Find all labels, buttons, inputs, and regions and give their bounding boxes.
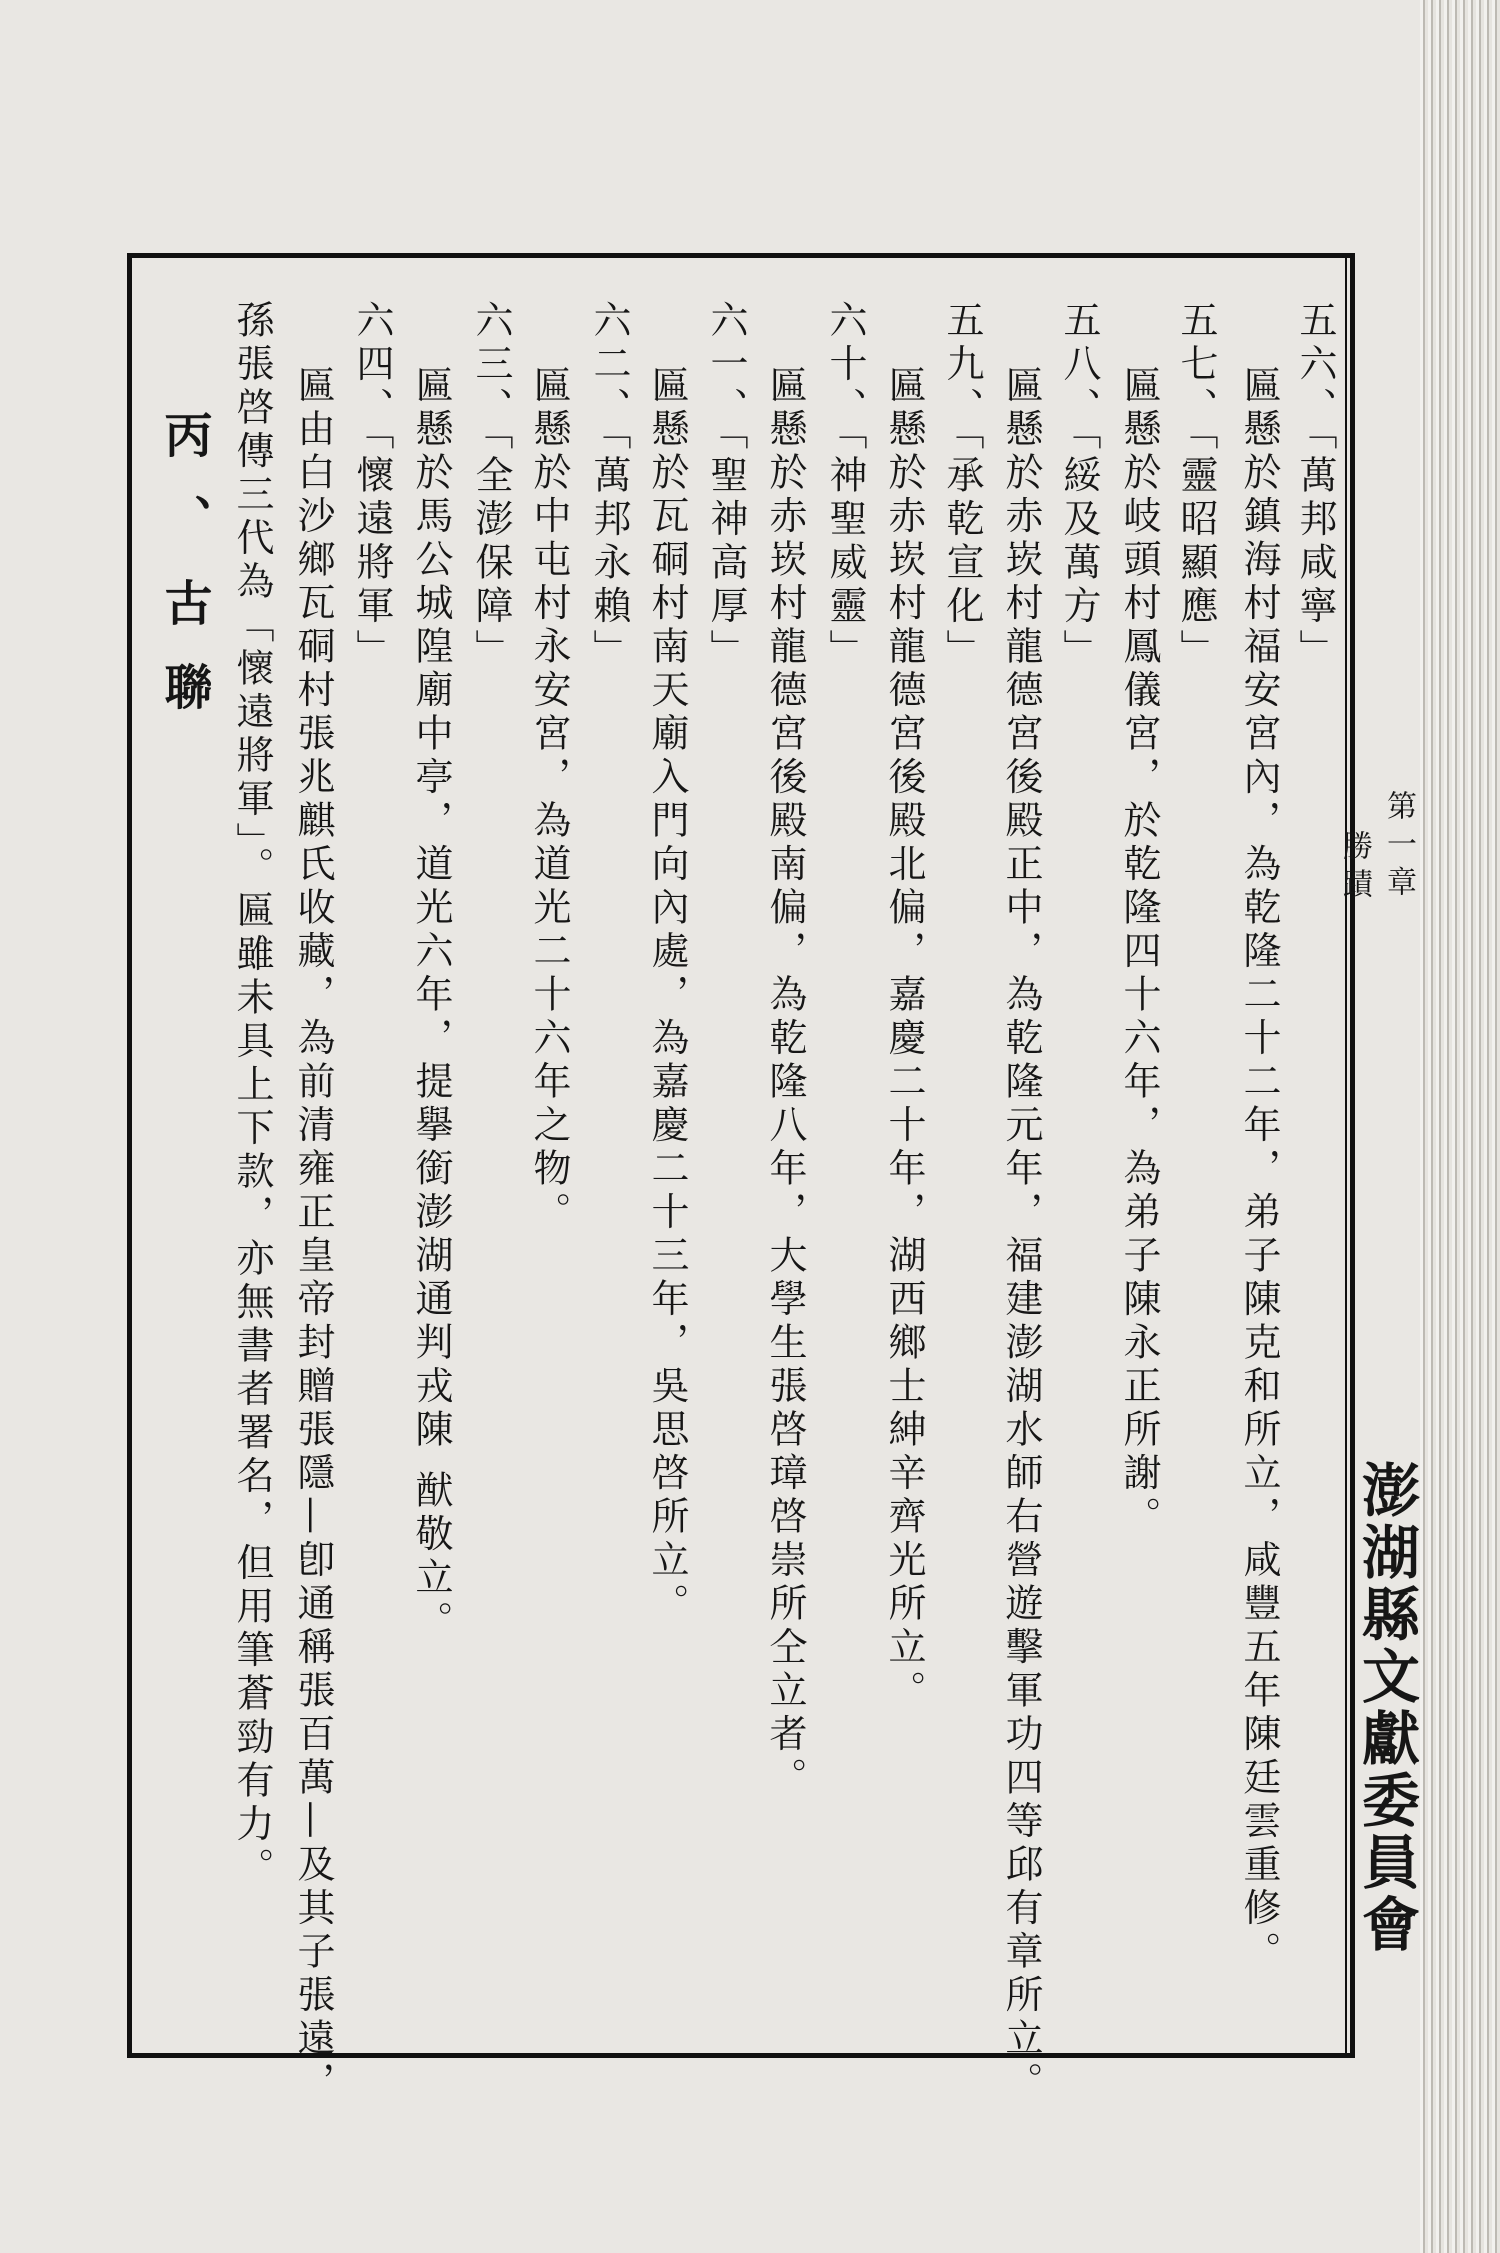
entry-title: 六四、「懷遠將軍」 [350, 300, 394, 673]
entry-title: 五九、「承乾宣化」 [940, 300, 984, 673]
entry-continuation: 孫張啓傳三代為「懷遠將軍」。匾雖未具上下款，亦無書者署名，但用筆蒼勁有力。 [230, 300, 274, 1891]
entry-title: 五六、「萬邦咸寧」 [1293, 300, 1337, 673]
entry-title: 六二、「萬邦永賴」 [587, 300, 631, 673]
entry-text: 匾懸於赤崁村龍德宮後殿北偏，嘉慶二十年，湖西鄉士紳辛齊光所立。 [882, 365, 926, 1714]
entry-text: 匾懸於鎮海村福安宮內，為乾隆二十二年，弟子陳克和所立，咸豐五年陳廷雲重修。 [1237, 365, 1281, 1975]
entry-title: 六三、「全澎保障」 [469, 300, 513, 673]
running-header [1337, 790, 1420, 906]
entry-text: 匾懸於岐頭村鳳儀宮，於乾隆四十六年，為弟子陳永正所謝。 [1117, 365, 1161, 1540]
section-heading: 丙、古聯 [156, 410, 212, 746]
entry-text: 匾懸於瓦硐村南天廟入門向內處，為嘉慶二十三年，吳思啓所立。 [645, 365, 689, 1627]
entry-text: 匾由白沙鄉瓦硐村張兆麒氏收藏，為前清雍正皇帝封贈張隱—卽通稱張百萬—及其子張遠， [291, 365, 335, 2105]
entry-text: 匾懸於馬公城隍廟中亭，道光六年，提擧銜澎湖通判戎陳 猷敬立。 [409, 365, 453, 1645]
chapter-label: 第一章 [1381, 790, 1416, 904]
entry-text: 匾懸於赤崁村龍德宮後殿正中，為乾隆元年，福建澎湖水師右營遊擊軍功四等邱有章所立。 [999, 365, 1043, 2105]
entry-text: 匾懸於中屯村永安宮，為道光二十六年之物。 [527, 365, 571, 1235]
entry-title: 六一、「聖神高厚」 [704, 300, 748, 673]
journal-title: 澎湖縣文獻委員會 [1352, 1460, 1420, 1956]
entry-title: 五八、「綏及萬方」 [1057, 300, 1101, 673]
section-label: 勝蹟 [1337, 830, 1372, 906]
entry-title: 六十、「神聖威靈」 [823, 300, 867, 673]
entry-text: 匾懸於赤崁村龍德宮後殿南偏，為乾隆八年，大學生張啓璋啓崇所仝立者。 [763, 365, 807, 1801]
page-edges [1420, 0, 1500, 2253]
entry-title: 五七、「靈昭顯應」 [1174, 300, 1218, 673]
